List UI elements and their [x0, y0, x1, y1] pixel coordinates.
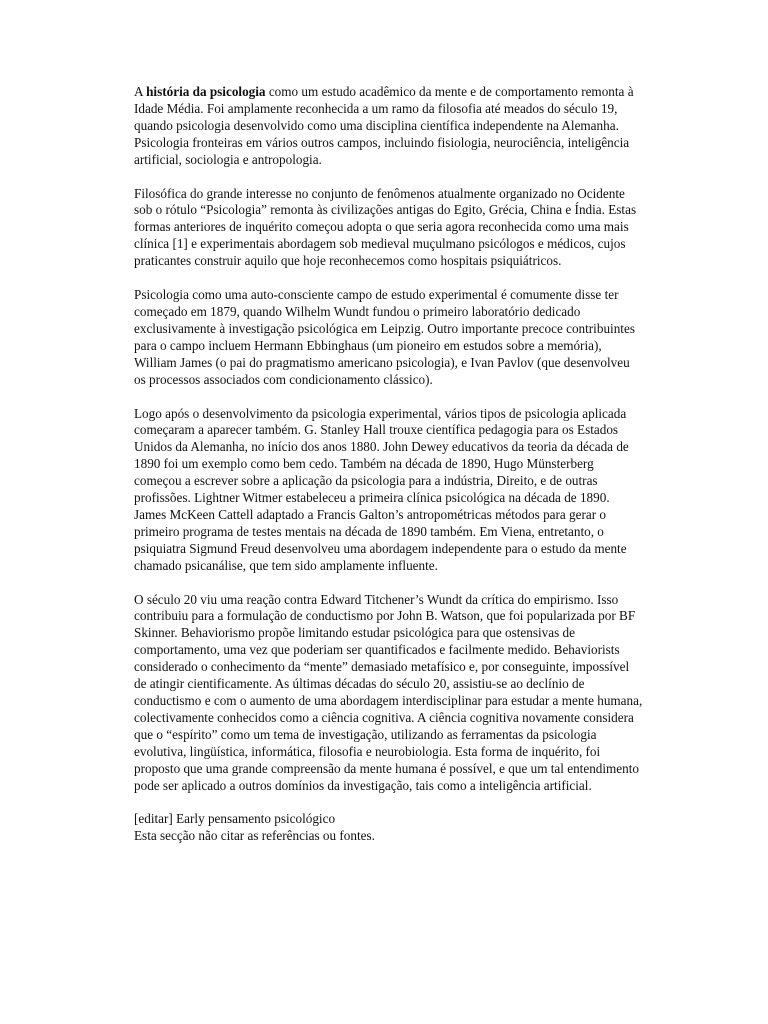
intro-lead: A	[134, 84, 147, 99]
intro-bold-term: história da psicologia	[146, 84, 266, 99]
section-heading: [editar] Early pensamento psicológico	[134, 811, 336, 827]
intro-paragraph	[134, 84, 644, 169]
section-note: Esta secção não citar as referências ou fontes.	[134, 828, 375, 844]
intro-rest: como um estudo acadêmico da mente e de comportamento remonta à Idade Média. Foi amplamente reconhecida a um ramo da filosofia até meados do século 19, quando psicologia desenvolvido como uma disciplina científica independente na Alemanha. Psicologia fronteiras em vários outros campos, incluindo fisiologia, neurociência, inteligência artificial, sociologia e antropologia.	[134, 84, 634, 167]
paragraph-applied-psychology: Logo após o desenvolvimento da psicologia experimental, vários tipos de psicologia aplicada começaram a aparecer também. G. Stanley Hall trouxe científica pedagogia para os Estados Unidos da Alemanha, no início dos anos 1880. John Dewey educativos da teoria da década de 1890 foi um exemplo como bem cedo. Também na década de 1890, Hugo Münsterberg começou a escrever sobre a aplicação da psicologia para a indústria, Direito, e de outras profissões. Lightner Witmer estabeleceu a primeira clínica psicológica na década de 1890. James McKeen Cattell adaptado a Francis Galton’s antropométricas métodos para gerar o primeiro programa de testes mentais na década de 1890 também. Em Viena, entretanto, o psiquiatra Sigmund Freud desenvolveu uma abordagem independente para o estudo da mente chamado psicanálise, que tem sido amplamente influente.	[134, 405, 629, 573]
paragraph-wundt: Psicologia como uma auto-consciente campo de estudo experimental é comumente disse ter começado em 1879, quando Wilhelm Wundt fundou o primeiro laboratório dedicado exclusivamente à investigação psicológica em Leipzig. Outro importante precoce contribuintes para o campo incluem Hermann Ebbinghaus (um pioneiro em estudos sobre a memória), William James (o pai do pragmatismo americano psicologia), e Ivan Pavlov (que desenvolveu os processos associados com condicionamento clássico).	[134, 287, 635, 387]
paragraph-20th-century: O século 20 viu uma reação contra Edward Titchener’s Wundt da crítica do empirismo. Isso contribuiu para a formulação de conductismo por John B. Watson, que foi popularizada por BF Skinner. Behaviorismo propõe limitando estudar psicológica para que ostensivas de comportamento, uma vez que poderiam ser quantificados e facilmente medido. Behaviorists considerado o conhecimento da “mente” demasiado metafísico e, por conseguinte, impossível de atingir cientificamente. As últimas décadas do século 20, assistiu-se ao declínio de conductismo e com o aumento de uma abordagem interdisciplinar para estudar a mente humana, colectivamente conhecidos como a ciência cognitiva. A ciência cognitiva novamente considera que o “espírito” como um tema de investigação, utilizando as ferramentas da psicologia evolutiva, lingüística, informática, filosofia e neurobiologia. Esta forma de inquérito, foi proposto que uma grande compreensão da mente humana é possível, e que um tal entendimento pode ser aplicado a outros domínios da investigação, tais como a inteligência artificial.	[134, 591, 643, 793]
document-body	[134, 84, 644, 845]
paragraph-origins: Filosófica do grande interesse no conjunto de fenômenos atualmente organizado no Ocidente sob o rótulo “Psicologia” remonta às civilizações antigas do Egito, Grécia, China e Índia. Estas formas anteriores de inquérito começou adopta o que seria agora reconhecida como uma mais clínica [1] e experimentais abordagem sob medieval muçulmano psicólogos e médicos, cujos praticantes construir aquilo que hoje reconhecemos como hospitais psiquiátricos.	[134, 185, 637, 269]
